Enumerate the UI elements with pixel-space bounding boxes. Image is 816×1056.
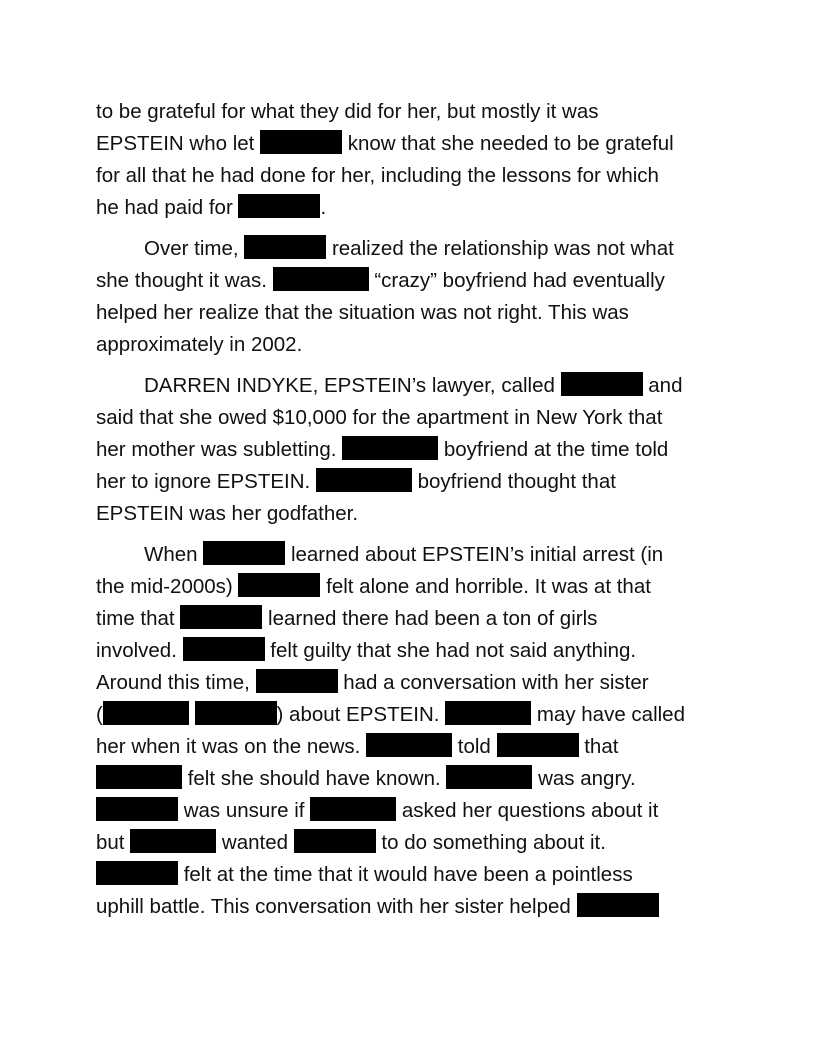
redaction-box: [446, 765, 532, 789]
text-line: approximately in 2002.: [96, 333, 303, 356]
redaction-box: [294, 829, 376, 853]
text-line: the mid-2000s) felt alone and horrible. It was at that: [96, 575, 651, 598]
text-line: EPSTEIN who let know that she needed to be grateful: [96, 132, 674, 155]
redaction-box: [195, 701, 277, 725]
text-line: her mother was subletting. boyfriend at the time told: [96, 438, 669, 461]
redaction-box: [238, 573, 320, 597]
text-line: felt at the time that it would have been a pointless: [96, 859, 633, 890]
redaction-box: [103, 701, 189, 725]
redaction-box: [96, 861, 178, 885]
text-line: DARREN INDYKE, EPSTEIN’s lawyer, called and: [144, 374, 683, 397]
text-line: When learned about EPSTEIN’s initial arrest (in: [144, 543, 664, 566]
text-line: was unsure if asked her questions about it: [96, 795, 658, 826]
text-line: but wanted to do something about it.: [96, 831, 606, 854]
text-line: she thought it was. “crazy” boyfriend had eventually: [96, 269, 665, 292]
text-line: he had paid for .: [96, 196, 327, 219]
redaction-box: [96, 797, 178, 821]
redaction-box: [203, 541, 285, 565]
text-line: time that learned there had been a ton of girls: [96, 607, 598, 630]
redaction-box: [244, 235, 326, 259]
redaction-box: [445, 701, 531, 725]
text-line: to be grateful for what they did for her, but mostly it was: [96, 100, 599, 123]
redaction-box: [256, 669, 338, 693]
redaction-box: [577, 893, 659, 917]
text-line: uphill battle. This conversation with her sister helped: [96, 891, 659, 922]
redaction-box: [238, 194, 320, 218]
redaction-box: [561, 372, 643, 396]
redaction-box: [130, 829, 216, 853]
text-line: ( ) about EPSTEIN. may have called: [96, 703, 685, 726]
text-line: Over time, realized the relationship was not what: [144, 237, 674, 260]
text-line: involved. felt guilty that she had not said anything.: [96, 639, 637, 662]
text-line: her to ignore EPSTEIN. boyfriend thought that: [96, 470, 616, 493]
text-line: EPSTEIN was her godfather.: [96, 502, 359, 525]
redaction-box: [316, 468, 412, 492]
text-line: felt she should have known. was angry.: [96, 763, 636, 794]
redaction-box: [273, 267, 369, 291]
text-line: said that she owed $10,000 for the apartment in New York that: [96, 406, 663, 429]
text-line: her when it was on the news. told that: [96, 735, 619, 758]
redaction-box: [96, 765, 182, 789]
redaction-box: [310, 797, 396, 821]
text-line: for all that he had done for her, including the lessons for which: [96, 164, 659, 187]
text-line: helped her realize that the situation was not right. This was: [96, 301, 629, 324]
text-line: Around this time, had a conversation with her sister: [96, 671, 649, 694]
redaction-box: [260, 130, 342, 154]
redaction-box: [366, 733, 452, 757]
redaction-box: [183, 637, 265, 661]
redaction-box: [342, 436, 438, 460]
redaction-box: [180, 605, 262, 629]
redaction-box: [497, 733, 579, 757]
